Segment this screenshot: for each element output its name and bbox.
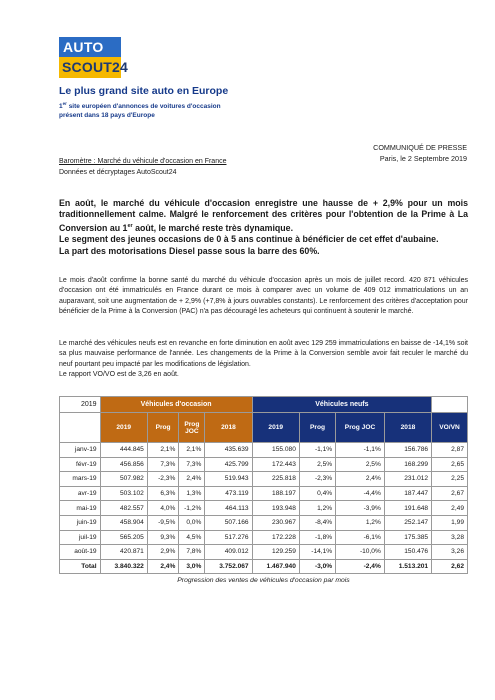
table-cell: 7,8% — [179, 545, 205, 560]
tagline-sub-rest: site européen d'annonces de voitures d'occasion — [66, 103, 221, 111]
table-cell: 6,3% — [147, 486, 179, 501]
paragraph-3-text: Le rapport VO/VO est de 3,26 en août. — [59, 370, 179, 378]
col-header-vn-2018: 2018 — [384, 413, 431, 443]
table-cell: 1,3% — [179, 486, 205, 501]
col-header-vo-prog-joc: Prog JOC — [179, 413, 205, 443]
table-cell: -9,5% — [147, 515, 179, 530]
headline-sup: er — [127, 222, 133, 229]
col-header-vo-2019: 2019 — [100, 413, 147, 443]
table-cell: 473.119 — [205, 486, 252, 501]
subject-block — [59, 156, 226, 178]
table-cell: 9,3% — [147, 530, 179, 545]
table-cell: 0,4% — [299, 486, 335, 501]
table-cell: 193.948 — [252, 501, 299, 516]
table-cell: -6,1% — [336, 530, 385, 545]
tagline-sub-sup: er — [62, 101, 67, 106]
table-cell: 1.467.940 — [252, 559, 299, 574]
table-cell: 3,0% — [179, 559, 205, 574]
table-cell: 4,5% — [179, 530, 205, 545]
table-cell: 420.871 — [100, 545, 147, 560]
table-row — [60, 545, 468, 560]
table-cell: -2,3% — [147, 472, 179, 487]
table-cell: 175.385 — [384, 530, 431, 545]
headline-part2: août, le marché reste très dynamique. — [132, 222, 294, 233]
table-cell: 2,87 — [432, 443, 468, 458]
table-cell: -3,0% — [299, 559, 335, 574]
logo-line-scout24: SCOUT24 — [59, 57, 121, 78]
subject-line-1: Baromètre : Marché du véhicule d'occasion en France — [59, 158, 227, 165]
press-date: Paris, le 2 Septembre 2019 — [379, 154, 467, 163]
table-cell: -1,8% — [299, 530, 335, 545]
table-cell: 482.557 — [100, 501, 147, 516]
table-group-blank — [432, 397, 468, 413]
table-cell: 2,4% — [336, 472, 385, 487]
col-header-vo-2018: 2018 — [205, 413, 252, 443]
table-cell: 1.513.201 — [384, 559, 431, 574]
table-cell: 2,4% — [147, 559, 179, 574]
table-cell: 231.012 — [384, 472, 431, 487]
table-cell: -3,9% — [336, 501, 385, 516]
table-cell: 2,65 — [432, 457, 468, 472]
table-cell: 565.205 — [100, 530, 147, 545]
table-group-neuf: Véhicules neufs — [252, 397, 432, 413]
table-row — [60, 486, 468, 501]
tagline-subtitle — [59, 99, 228, 120]
sales-table — [59, 396, 468, 574]
headline-line2: Le segment des jeunes occasions de 0 à 5 ans continue à bénéficier de cet effet d'aubaine. — [59, 234, 439, 245]
table-row-label: juin-19 — [60, 515, 101, 530]
table-cell: -2,4% — [336, 559, 385, 574]
table-cell: 191.648 — [384, 501, 431, 516]
logo-line-auto: AUTO — [59, 37, 121, 57]
table-cell: 3.840.322 — [100, 559, 147, 574]
sales-table-wrapper — [59, 396, 468, 584]
table-cell: 409.012 — [205, 545, 252, 560]
table-cell: 2,49 — [432, 501, 468, 516]
table-cell: 168.299 — [384, 457, 431, 472]
table-row-label: mars-19 — [60, 472, 101, 487]
table-cell: 172.443 — [252, 457, 299, 472]
table-cell: 2,1% — [147, 443, 179, 458]
table-total-row — [60, 559, 468, 574]
table-row-label: févr-19 — [60, 457, 101, 472]
table-cell: 7,3% — [179, 457, 205, 472]
table-cell: 188.197 — [252, 486, 299, 501]
press-release-header — [373, 142, 467, 164]
col-header-vo-vn: VO/VN — [432, 413, 468, 443]
table-cell: 129.259 — [252, 545, 299, 560]
table-caption: Progression des ventes de véhicules d'occasion par mois — [177, 577, 350, 585]
table-cell: 458.904 — [100, 515, 147, 530]
table-cell: 2,4% — [179, 472, 205, 487]
table-row — [60, 530, 468, 545]
table-cell: -4,4% — [336, 486, 385, 501]
table-cell: 456.856 — [100, 457, 147, 472]
table-cell: -1,1% — [299, 443, 335, 458]
tagline-title: Le plus grand site auto en Europe — [59, 85, 229, 97]
table-cell: 0,0% — [179, 515, 205, 530]
table-cell: 507.982 — [100, 472, 147, 487]
col-header-vo-prog: Prog — [147, 413, 179, 443]
table-cell: 155.080 — [252, 443, 299, 458]
table-cell: 4,0% — [147, 501, 179, 516]
table-cell: -1,2% — [179, 501, 205, 516]
tagline-sub-prefix: 1 — [59, 103, 63, 111]
table-row — [60, 472, 468, 487]
headline — [59, 198, 468, 257]
table-cell: 225.818 — [252, 472, 299, 487]
table-cell: 517.276 — [205, 530, 252, 545]
table-cell: 1,2% — [299, 501, 335, 516]
table-row — [60, 457, 468, 472]
table-cell: 187.447 — [384, 486, 431, 501]
table-group-occasion: Véhicules d'occasion — [100, 397, 252, 413]
table-cell: 1,2% — [336, 515, 385, 530]
paragraph-2-text: Le marché des véhicules neufs est en revanche en forte diminution en août avec 129 259 immatriculations en baisse de -14,1% soit sa plus mauvaise performance de l'année. Les changements de la Prime à la Conversion semble avoir fait reculer le marché du neuf pourtant peu impacté par les modifications de législation. — [59, 340, 468, 368]
autoscout24-logo — [59, 37, 128, 78]
table-cell: 3,28 — [432, 530, 468, 545]
paragraph-1: Le mois d'août confirme la bonne santé du marché du véhicule d'occasion après un mois de juillet record. 420 871 véhicules d'occasion ont été immatriculés en France durant ce mois à comparer avec un volume de 409 012 immatriculations un an auparavant, soit une augmentation de + 2,9% (+7,8% à jours ouvrables constants). Le renforcement des critères d'acceptation pour bénéficier de la Prime à la Conversion (PAC) n'a pas découragé les acheteurs qui continuent à soutenir le marché. — [59, 277, 468, 315]
table-row-label: janv-19 — [60, 443, 101, 458]
table-row — [60, 443, 468, 458]
table-cell: 3.752.067 — [205, 559, 252, 574]
table-row-label: Total — [60, 559, 101, 574]
table-corner — [60, 413, 101, 443]
table-cell: -1,1% — [336, 443, 385, 458]
table-cell: 2,67 — [432, 486, 468, 501]
subject-line-2: Données et décryptages AutoScout24 — [59, 169, 177, 176]
table-cell: 2,9% — [147, 545, 179, 560]
table-cell: 503.102 — [100, 486, 147, 501]
table-cell: -8,4% — [299, 515, 335, 530]
table-cell: 2,5% — [299, 457, 335, 472]
table-cell: 2,1% — [179, 443, 205, 458]
tagline — [59, 85, 228, 120]
table-cell: -14,1% — [299, 545, 335, 560]
table-cell: 172.228 — [252, 530, 299, 545]
table-year-header: 2019 — [60, 397, 101, 413]
table-row — [60, 515, 468, 530]
table-row-label: août-19 — [60, 545, 101, 560]
table-cell: 252.147 — [384, 515, 431, 530]
table-cell: 435.639 — [205, 443, 252, 458]
table-cell: 2,62 — [432, 559, 468, 574]
table-row-label: mai-19 — [60, 501, 101, 516]
table-cell: 507.166 — [205, 515, 252, 530]
table-cell: 7,3% — [147, 457, 179, 472]
paragraph-2 — [59, 339, 468, 380]
table-cell: 230.967 — [252, 515, 299, 530]
table-cell: 519.943 — [205, 472, 252, 487]
table-cell: 156.786 — [384, 443, 431, 458]
table-row-label: juil-19 — [60, 530, 101, 545]
table-row-label: avr-19 — [60, 486, 101, 501]
col-header-vn-prog-joc: Prog JOC — [336, 413, 385, 443]
table-row — [60, 501, 468, 516]
press-label: COMMUNIQUÉ DE PRESSE — [373, 143, 467, 152]
col-header-vn-2019: 2019 — [252, 413, 299, 443]
headline-part1: En août, le marché du véhicule d'occasion enregistre une hausse de + 2,9% pour un mois traditionnellement calme. Malgré le renforcement des critères pour l'obtention de la Prime à La Conversion au 1 — [59, 198, 468, 233]
table-cell: -2,3% — [299, 472, 335, 487]
table-cell: 3,26 — [432, 545, 468, 560]
table-cell: 425.799 — [205, 457, 252, 472]
table-cell: -10,0% — [336, 545, 385, 560]
table-cell: 464.113 — [205, 501, 252, 516]
col-header-vn-prog: Prog — [299, 413, 335, 443]
table-cell: 2,5% — [336, 457, 385, 472]
tagline-sub-line2: présent dans 18 pays d'Europe — [59, 112, 155, 120]
table-cell: 150.476 — [384, 545, 431, 560]
table-cell: 1,99 — [432, 515, 468, 530]
table-cell: 2,25 — [432, 472, 468, 487]
headline-line3: La part des motorisations Diesel passe sous la barre des 60%. — [59, 245, 320, 256]
table-cell: 444.845 — [100, 443, 147, 458]
